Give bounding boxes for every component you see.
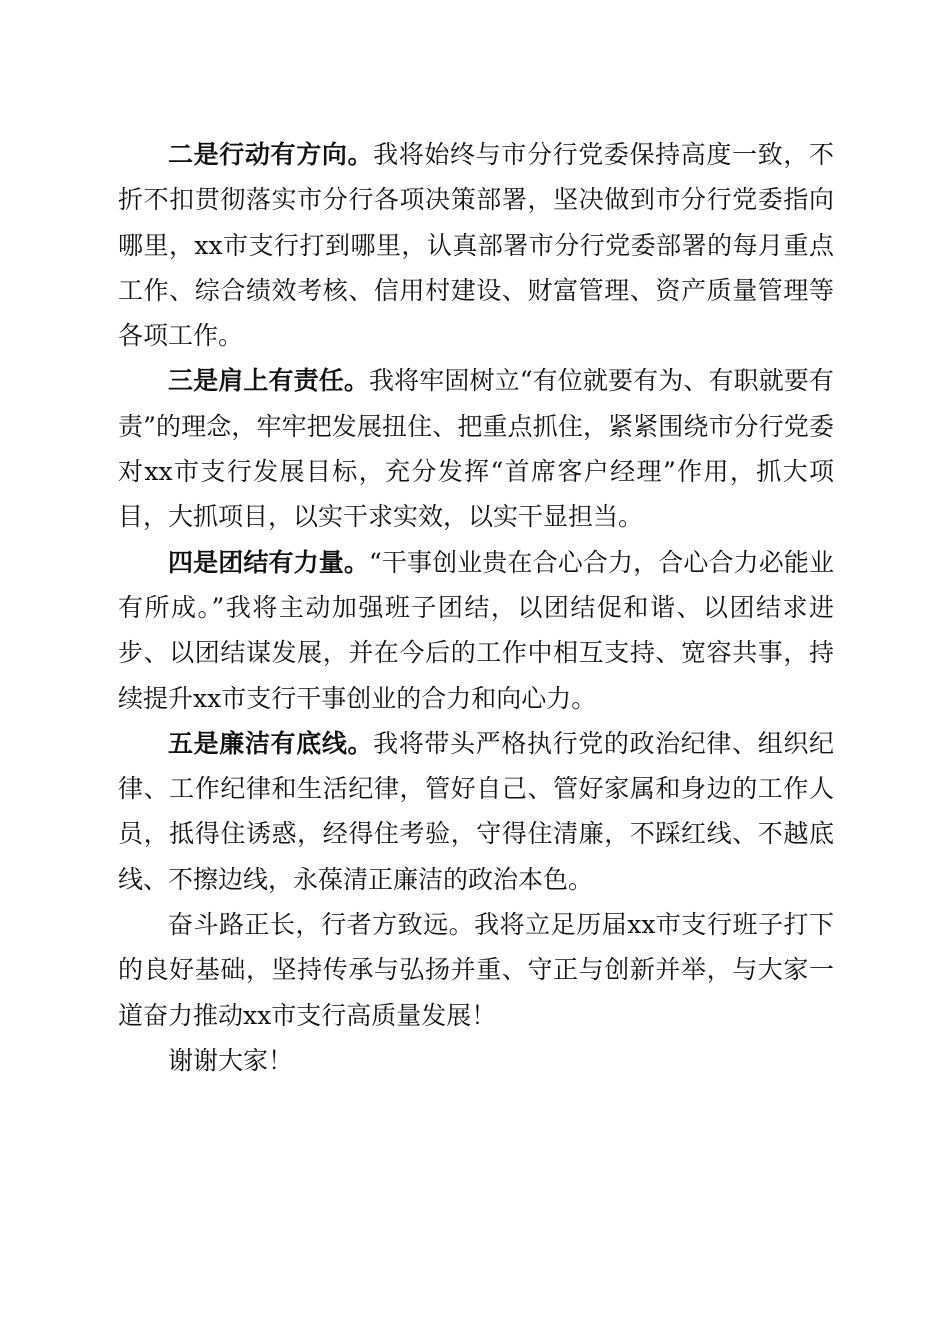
paragraph-text: 我将牢固树立“有位就要有为、有职就要有责”的理念，牢牢把发展扭住、把重点抓住，紧紧围绕市分行党委对xx市支行发展目标，充分发挥“首席客户经理”作用，抓大项目，大抓项目，以实干求实效，以实干显担当。	[118, 366, 834, 532]
paragraph-thanks: 谢谢大家！	[168, 1045, 294, 1075]
paragraph-text: “干事创业贵在合心合力，合心合力必能业有所成。”我将主动加强班子团结，以团结促和谐、以团结求进步、以团结谋发展，并在今后的工作中相互支持、宽容共事，持续提升xx市支行干事创业的合力和向心力。	[118, 547, 834, 713]
paragraph-heading: 四是团结有力量。	[168, 547, 369, 577]
paragraph-direction	[118, 132, 834, 358]
document-body	[118, 132, 834, 1083]
paragraph-heading: 五是廉洁有底线。	[168, 728, 374, 758]
paragraph-responsibility	[118, 358, 834, 539]
paragraph-integrity	[118, 721, 834, 902]
paragraph-closing: 奋斗路正长，行者方致远。我将立足历届xx市支行班子打下的良好基础，坚持传承与弘扬并重、守正与创新并举，与大家一道奋力推动xx市支行高质量发展！	[118, 910, 834, 1030]
paragraph-unity	[118, 540, 834, 721]
paragraph-text: 我将始终与市分行党委保持高度一致，不折不扣贯彻落实市分行各项决策部署，坚决做到市分行党委指向哪里，xx市支行打到哪里，认真部署市分行党委部署的每月重点工作、综合绩效考核、信用村建设、财富管理、资产质量管理等各项工作。	[118, 140, 834, 351]
paragraph-heading: 二是行动有方向。	[168, 140, 374, 169]
paragraph-heading: 三是肩上有责任。	[168, 366, 369, 396]
paragraph-text: 我将带头严格执行党的政治纪律、组织纪律、工作纪律和生活纪律，管好自己、管好家属和身边的工作人员，抵得住诱惑，经得住考验，守得住清廉，不踩红线、不越底线、不擦边线，永葆清正廉洁的政治本色。	[118, 728, 834, 894]
